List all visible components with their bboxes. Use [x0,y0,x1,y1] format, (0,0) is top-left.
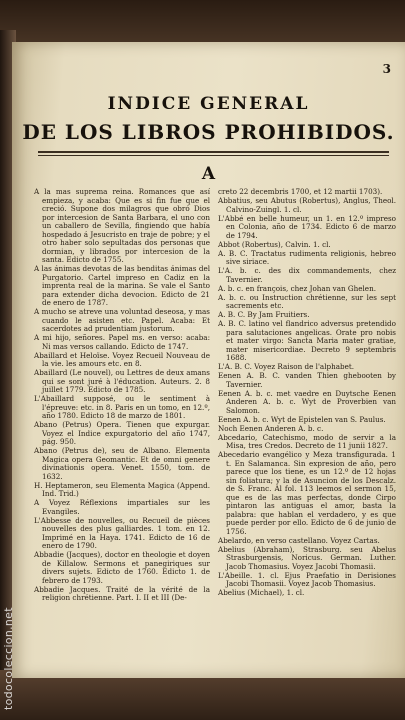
index-entry: A las ánimas devotas de las benditas ánimas del Purgatorio. Cartel impreso en Cadiz en la imprenta real de la marina. Se vale el Santo para extender dicha devocion. Edicto de 21 de enero de 1787. [34,264,210,307]
index-entry: Abelius (Michael), 1. cl. [218,588,305,597]
index-entry: Abelius (Abraham), Strasburg. seu Abelus Strasburgensis, Noricus. German. Luther. Jacob Thomasius. Voyez Jacobi Thomasii. [218,544,396,571]
index-entry: L'A. B. C. Voyez Raison de l'alphabet. [218,362,355,371]
index-entry: A. b. c. en françois, chez Johan van Ghelen. [218,283,376,293]
left-column [34,188,210,603]
index-entry: creto 22 decembris 1700, et 12 martii 1703). [218,187,383,196]
watermark: todocoleccion.net [2,607,15,710]
index-entry: A. B. C. Tractatus rudimenta religionis, hebreo sive siriace. [218,248,396,266]
index-entry: Abbadie Jacques. Traité de la vérité de la religion chrétienne. Part. I. II et III (De- [34,584,210,602]
background-top [0,0,405,48]
right-column [218,188,396,598]
index-entry: Eenen A. b. c. Wyt de Epistelen van S. Paulus. [218,414,386,424]
index-entry: Abcedario, Catechismo, modo de servir a la Misa, tres Credos. Decreto de 11 junii 1827. [218,432,396,450]
index-entry: Abano (Petrus) Opera. Tienen que expurgar. Voyez el Indice expurgatorio del año 1747, pág. 950. [34,420,210,446]
index-entry: Abbadie (Jacques), doctor en theologie et doyen de Killalow. Sermons et panegiriques sur divers sujets. Edicto de 1760. Edicto 1. de febrero de 1793. [34,550,210,585]
index-entry: A. B. C. By Jam Fruitiers. [218,310,310,319]
index-entry: Abano (Petrus de), seu de Albano. Elementa Magica opera Geomantic. Et de omni genere divinationis opera. Venet. 1550, tom. de 1632. [34,446,210,481]
index-entry: Abecedario evangélico y Meza transfigurada. 1 t. En Salamanca. Sin expresion de año, pero parece que los tiene, es un 12.º de 12 hojas sin foliatura; y la de Asuncion de los Descalz. de S. Franc. Al fol. 113 leemos el sermon 15, que es de las mas perfectas, donde Cirpo pintaron las antiguas el amor, basta la palabra: que hablan el verdadero, y es que puede perder por ello. Edicto de 6 de junio de 1756. [218,450,396,536]
index-entry: Abaillard (Le nouvel), ou Lettres de deux amans qui se sont juré à l'éducation. Auteurs. 2. 8 juillet 1779. Edicto de 1785. [34,368,210,394]
index-entry: A Voyez Réflexions impartiales sur les Evangiles. [34,498,210,516]
index-entry: A mi hijo, señores. Papel ms. en verso: acaba: Ni mas versos callando. Edicto de 1747. [34,333,210,351]
index-entry: A la mas suprema reina. Romances que así empieza, y acaba: Que es si fin fue que el creció. Supone dos milagros que obró Dios por intercesion de Santa Barbara, el uno con un caballero de Sevilla, fingiendo que había hospedado á Jesucristo en traje de pobre; y el otro haber solo sepultadas dos personas que dormian, y librados por intercesion de la santa. Edicto de 1755. [34,187,210,264]
index-entry: H. Heptameron, seu Elementa Magica (Append. Ind. Trid.) [34,480,210,498]
index-entry: Abbot (Robertus), Calvin. 1. cl. [218,239,331,249]
index-entry: Eenen A. B. C. vanden Thien ghebooten by Tavernier. [218,371,396,389]
index-entry: L'Abbesse de nouvelles, ou Recueil de pièces nouvelles des plus galliardes. 1 tom. en 12. Imprimé en la Haya. 1741. Edicto de 16 de enero de 1790. [34,515,210,550]
title-rule-thick [38,151,389,153]
book-page [12,42,405,678]
title-rule-thin [38,155,389,156]
index-entry: L'Abeille. 1. cl. Ejus Praefatio in Derisiones Jacobi Thomasii. Voyez Jacob Thomasius. [218,570,396,588]
index-entry: A. b. c. ou Instruction chrétienne, sur les sept sacrements etc. [218,292,396,310]
index-entry: Abbatius, seu Abutus (Robertus), Anglus, Theol. Calvino-Zuingl. 1. cl. [218,196,396,214]
index-entry: L'Abaillard supposé, ou le sentiment à l'épreuve: etc. in 8. Paris en un tomo, en 12.º, año 1780. Edicto 18 de marzo de 1801. [34,394,210,420]
index-entry: L'A. b. c. des dix commandements, chez Tavernier. [218,266,396,284]
index-entry: A. B. C. latino vel flandrico adversus pretendido para salutaciones angelicas. Orate pro nobis et mater virgo: Sancta Maria mater gratiae, mater misericordiae. Decreto 9 septembris 1688. [218,319,396,362]
index-entry: Abelardo, en verso castellano. Voyez Cartas. [218,535,380,545]
index-entry: Eenen A. b. c. met vaedre en Duytsche Eenen Anderen A. b. c. Wyt de Proverbien van Salomon. [218,388,396,415]
title-line-2: DE LOS LIBROS PROHIBIDOS. [22,120,395,144]
page-number: 3 [382,62,391,76]
index-entry: L'Abbé en belle humeur, un 1. en 12.º impreso en Colonia, año de 1734. Edicto 6 de marzo de 1794. [218,213,396,240]
title-line-1: INDICE GENERAL [107,94,310,114]
index-entry: Noch Eenen Anderen A. b. c. [218,423,324,433]
index-entry: A mucho se atreve una voluntad deseosa, y mas cuando le asisten etc. Papel. Acaba: Et sacerdotes ad prudentiam justorum. [34,307,210,333]
index-entry: Abaillard et Heloïse. Voyez Recueil Nouveau de la vie. les amours etc. en 8. [34,350,210,368]
section-letter: A [201,164,216,184]
